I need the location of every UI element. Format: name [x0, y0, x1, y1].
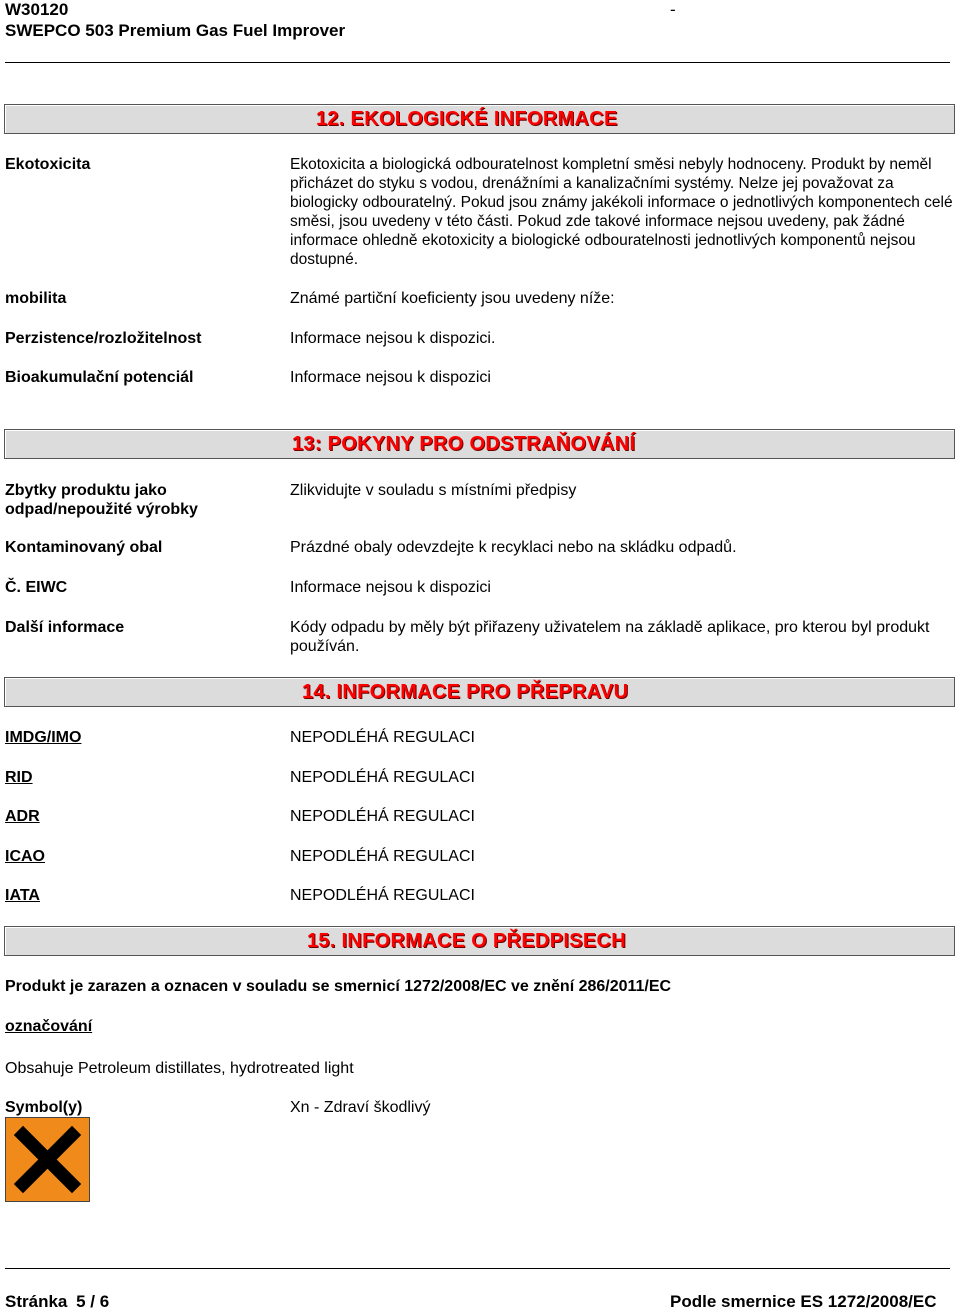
symbol-label: Symbol(y): [5, 1099, 83, 1116]
section-14-title: 14. INFORMACE PRO PŘEPRAVU: [302, 681, 629, 703]
waste-residues-value: Zlikvidujte v souladu s místními předpisy: [290, 482, 577, 499]
persistence-label: Perzistence/rozložitelnost: [5, 330, 202, 347]
contaminated-packaging-value: Prázdné obaly odevzdejte k recyklaci nebo na skládku odpadů.: [290, 539, 737, 556]
hazard-cross-graphic: [6, 1118, 89, 1201]
ecotoxicity-value: Ekotoxicita a biologická odbouratelnost kompletní směsi nebyly hodnoceny. Produkt by neměl přicházet do styku s vodou, drenážními a kanalizačními systémy. Nelze jej považovat za biologicky odbouratelný. Pokud jsou známy jakékoli informace o jednotlivých komponentech celé směsi, jsou uvedeny v této části. Pokud zde takové informace nejsou uvedeny, pak žádné informace ohledně ekotoxicity a biologické odbouratelnosti jednotlivých komponentů nejsou dostupné.: [290, 156, 953, 268]
document-code: W30120: [5, 0, 69, 19]
waste-residues-label: Zbytky produktu jako odpad/nepoužité výrobky: [5, 482, 198, 518]
xn-harmful-icon: [5, 1117, 90, 1202]
classification-statement: Produkt je zarazen a oznacen v souladu se smernicí 1272/2008/EC ve znění 286/2011/EC: [5, 978, 672, 995]
other-info-label: Další informace: [5, 619, 125, 636]
other-info-value: Kódy odpadu by měly být přiřazeny uživatelem na základě aplikace, pro kterou byl produkt používán.: [290, 619, 930, 655]
footer-rule: [5, 1268, 950, 1269]
persistence-value: Informace nejsou k dispozici.: [290, 330, 496, 347]
rid-value: NEPODLÉHÁ REGULACI: [290, 769, 475, 786]
imdg-value: NEPODLÉHÁ REGULACI: [290, 729, 475, 746]
section-15-title: 15. INFORMACE O PŘEDPISECH: [307, 930, 626, 952]
section-15-banner: [4, 926, 955, 956]
bioaccumulation-label: Bioakumulační potenciál: [5, 369, 194, 386]
footer-regulation: Podle smernice ES 1272/2008/EC: [670, 1292, 937, 1311]
contains-statement: Obsahuje Petroleum distillates, hydrotreated light: [5, 1060, 354, 1077]
section-13-title: 13: POKYNY PRO ODSTRAŇOVÁNÍ: [292, 433, 636, 455]
iata-value: NEPODLÉHÁ REGULACI: [290, 887, 475, 904]
adr-label: ADR: [5, 808, 40, 825]
bioaccumulation-value: Informace nejsou k dispozici: [290, 369, 491, 386]
icao-value: NEPODLÉHÁ REGULACI: [290, 848, 475, 865]
ecotoxicity-label: Ekotoxicita: [5, 156, 91, 173]
page-indicator: [5, 1292, 109, 1312]
labeling-heading: označování: [5, 1018, 93, 1035]
imdg-label: IMDG/IMO: [5, 729, 82, 746]
product-name: SWEPCO 503 Premium Gas Fuel Improver: [5, 21, 346, 40]
icao-label: ICAO: [5, 848, 45, 865]
page-label: Stránka: [5, 1292, 68, 1311]
contaminated-packaging-label: Kontaminovaný obal: [5, 539, 163, 556]
eiwc-value: Informace nejsou k dispozici: [290, 579, 491, 596]
mobility-value: Známé partiční koeficienty jsou uvedeny níže:: [290, 290, 615, 307]
mobility-label: mobilita: [5, 290, 67, 307]
eiwc-label: Č. EIWC: [5, 579, 68, 596]
symbol-value: Xn - Zdraví škodlivý: [290, 1099, 431, 1116]
section-12-banner: [4, 104, 955, 134]
page-number: 5 / 6: [76, 1292, 110, 1311]
header-dash: -: [670, 0, 676, 19]
adr-value: NEPODLÉHÁ REGULACI: [290, 808, 475, 825]
iata-label: IATA: [5, 887, 40, 904]
rid-label: RID: [5, 769, 33, 786]
section-13-banner: [4, 429, 955, 459]
section-12-title: 12. EKOLOGICKÉ INFORMACE: [316, 108, 618, 130]
header-rule: [5, 62, 950, 63]
section-14-banner: [4, 677, 955, 707]
